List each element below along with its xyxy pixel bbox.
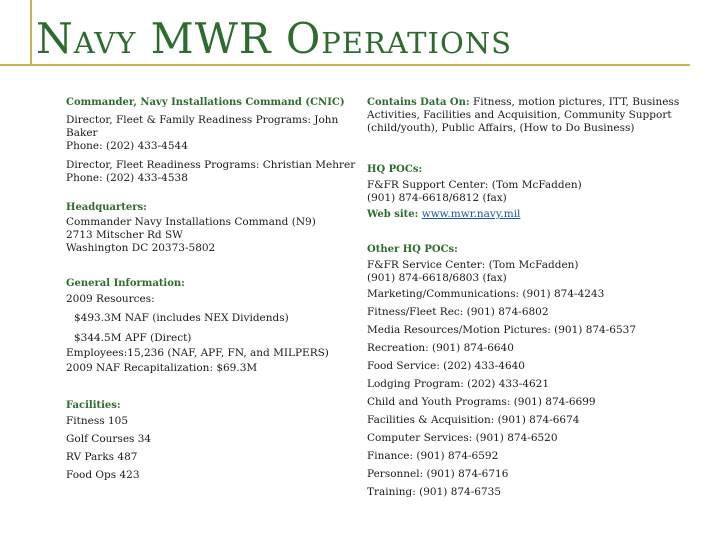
left-column [66,96,356,487]
hq-pocs-heading: HQ POCs: [367,164,423,175]
web-site-row [367,208,687,221]
cnic-phone-2: Phone: (202) 433-4538 [66,172,188,184]
general-line-2: $493.3M NAF (includes NEX Dividends) [74,312,289,324]
other-pocs-list [367,288,687,499]
list-item: Fitness/Fleet Rec: (901) 874-6802 [367,306,549,318]
cnic-director-2: Director, Fleet Readiness Programs: Christian Mehrer [66,159,356,171]
other-pocs-line-2: (901) 874-6618/6803 (fax) [367,272,507,284]
list-item: Food Ops 423 [66,469,140,481]
right-column [367,96,687,504]
cnic-heading: Commander, Navy Installations Command (CNIC) [66,97,345,108]
accent-bar-horizontal [0,64,690,66]
list-item: Marketing/Communications: (901) 874-4243 [367,288,605,300]
cnic-phone-1: Phone: (202) 433-4544 [66,140,188,152]
list-item: Lodging Program: (202) 433-4621 [367,378,550,390]
list-item: Finance: (901) 874-6592 [367,450,499,462]
web-site-link[interactable]: www.mwr.navy.mil [421,208,521,220]
hq-pocs-line-1: F&FR Support Center: (Tom McFadden) [367,179,582,191]
hq-line-3: Washington DC 20373-5802 [66,242,216,254]
list-item: Media Resources/Motion Pictures: (901) 874-6537 [367,324,637,336]
list-item: RV Parks 487 [66,451,138,463]
contains-data-text [367,96,687,135]
hq-heading: Headquarters: [66,202,147,213]
list-item: Personnel: (901) 874-6716 [367,468,509,480]
hq-line-1: Commander Navy Installations Command (N9) [66,216,316,228]
facilities-heading: Facilities: [66,400,121,411]
cnic-director-1: Director, Fleet & Family Readiness Programs: John Baker [66,114,339,139]
other-pocs-line-1: F&FR Service Center: (Tom McFadden) [367,259,579,271]
list-item: Computer Services: (901) 874-6520 [367,432,558,444]
list-item: Fitness 105 [66,415,128,427]
general-heading: General Information: [66,278,185,289]
list-item: Recreation: (901) 874-6640 [367,342,514,354]
accent-bar-vertical [30,0,32,64]
hq-pocs-line-2: (901) 874-6618/6812 (fax) [367,192,507,204]
general-line-1: 2009 Resources: [66,293,155,305]
contains-data-body: Fitness, motion pictures, ITT, Business Activities, Facilities and Acquisition, Community Support (child/youth), Public Affairs, (How to Do Business) [367,96,680,134]
hq-line-2: 2713 Mitscher Rd SW [66,229,183,241]
general-line-4: Employees:15,236 (NAF, APF, FN, and MILPERS) [66,347,329,359]
other-pocs-heading: Other HQ POCs: [367,244,458,255]
list-item: Golf Courses 34 [66,433,152,445]
list-item: Child and Youth Programs: (901) 874-6699 [367,396,596,408]
list-item: Training: (901) 874-6735 [367,486,502,498]
page-title: Navy MWR Operations [36,14,512,63]
list-item: Food Service: (202) 433-4640 [367,360,525,372]
facilities-list [66,415,356,482]
general-line-5: 2009 NAF Recapitalization: $69.3M [66,362,258,374]
list-item: Facilities & Acquisition: (901) 874-6674 [367,414,580,426]
contains-data-label: Contains Data On: [367,97,470,108]
web-site-label: Web site: [367,209,419,220]
general-line-3: $344.5M APF (Direct) [74,332,192,344]
